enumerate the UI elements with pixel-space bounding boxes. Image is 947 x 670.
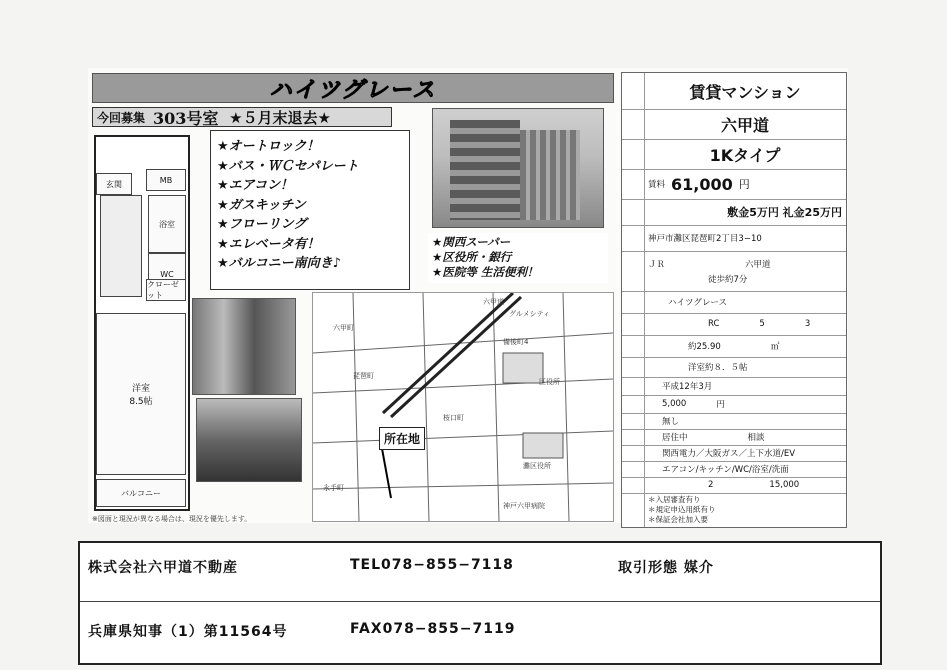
mgmt-fee-unit: 円 — [716, 400, 725, 410]
row-occupancy-label — [622, 429, 645, 445]
map-label: 琵琶町 — [353, 372, 374, 380]
building-name: ハイツグレース — [668, 298, 727, 308]
row-utilities — [622, 445, 846, 462]
utilities: 関西電力／大阪ガス／上下水道/EV — [662, 449, 796, 459]
hallway-photo — [192, 298, 296, 395]
feature-item: ★バス・ＷＣセパレート — [217, 158, 359, 174]
row-address — [622, 225, 846, 252]
area-name: 六甲道 — [720, 115, 769, 135]
row-built — [622, 377, 846, 396]
row-type — [622, 73, 846, 110]
row-room-detail-label — [622, 357, 645, 377]
fp-kitchen — [100, 195, 142, 297]
floor-plan — [94, 135, 190, 511]
row-rent-label — [622, 169, 645, 199]
row-contract-label — [622, 477, 645, 493]
row-structure-label — [622, 313, 645, 335]
rent-unit: 円 — [738, 178, 750, 191]
features-box — [210, 130, 410, 290]
train-line: ＪＲ — [648, 259, 666, 270]
map-label: 桜口町 — [443, 414, 464, 422]
property-type: 賃貸マンション — [689, 82, 801, 102]
parking: 無し — [662, 417, 680, 427]
map-roads — [313, 293, 613, 521]
structure: RC — [708, 319, 720, 329]
walk-time: 徒歩約7分 — [708, 274, 748, 285]
tel-number: TEL078−855−7118 — [350, 557, 514, 573]
row-layout-label — [622, 139, 645, 169]
row-parking — [622, 413, 846, 430]
row-mgmt-label — [622, 395, 645, 413]
layout-type: 1Kタイプ — [709, 145, 781, 165]
occupancy-status: 居住中 — [662, 433, 688, 443]
rent-label: 賃料 — [648, 180, 666, 190]
building-photo-side — [520, 130, 580, 220]
contract-years: 2 — [708, 480, 714, 490]
station-name: 六甲道 — [745, 259, 771, 270]
feature-item: ★ガスキッチン — [217, 197, 306, 213]
row-building-name — [622, 291, 846, 314]
remark-item: ＊保証会社加入要 — [648, 515, 708, 524]
license-number: 兵庫県知事（1）第11564号 — [88, 624, 288, 640]
agency-footer — [78, 541, 882, 665]
row-access-label — [622, 251, 645, 291]
map-label: 六甲道 — [483, 298, 504, 306]
structure-info — [648, 313, 842, 335]
access-info — [648, 251, 842, 291]
footer-divider — [80, 601, 880, 602]
fp-western-room — [96, 313, 186, 475]
line-station — [648, 258, 842, 270]
fp-balcony: バルコニー — [96, 479, 186, 507]
occupancy-group — [648, 429, 842, 445]
feature-item: ★オートロック！ — [217, 139, 320, 154]
map-label: 神戸六甲病院 — [503, 502, 545, 510]
title-band — [92, 73, 614, 103]
row-structure — [622, 313, 846, 336]
fax-number: FAX078−855−7119 — [350, 621, 516, 637]
deposit-key-money: 敷金5万円 礼金25万円 — [727, 206, 842, 219]
row-rent — [622, 169, 846, 200]
remark-item: ＊規定申込用紙有り — [648, 505, 716, 514]
kitchen-photo — [196, 398, 302, 482]
row-parking-label — [622, 413, 645, 429]
row-address-label — [622, 225, 645, 251]
company-name: 株式会社六甲道不動産 — [88, 560, 238, 576]
room-info-bar — [92, 107, 392, 127]
room-detail: 洋室約８．５帖 — [688, 363, 748, 373]
row-built-label — [622, 377, 645, 395]
fp-entrance: 玄関 — [96, 173, 132, 195]
row-remarks-label — [622, 493, 645, 527]
map-location-marker: 所在地 — [379, 427, 425, 450]
area-info — [648, 335, 842, 357]
info-panel — [621, 72, 847, 528]
room-number: 303号室 — [153, 108, 219, 128]
rent-value-group — [648, 169, 842, 199]
map-label: 備後町4 — [503, 338, 529, 346]
feature-item: ★フローリング — [217, 217, 307, 232]
address: 神戸市灘区琵琶町2丁目3−10 — [648, 234, 762, 244]
contract-group — [648, 477, 842, 493]
row-remarks — [622, 493, 846, 527]
row-layout — [622, 139, 846, 170]
floors: 5 — [759, 319, 765, 329]
row-area-label — [622, 335, 645, 357]
row-utilities-label — [622, 445, 645, 461]
mgmt-fee-group — [648, 395, 842, 413]
move-out-note: ★５月末退去★ — [229, 108, 331, 127]
renewal-fee: 15,000 — [769, 480, 800, 490]
map-label: 六甲町 — [333, 324, 354, 332]
feature-item: ★エアコン！ — [217, 178, 294, 193]
row-equipment-label — [622, 461, 645, 477]
row-deposit-label — [622, 199, 645, 225]
nearby-item: ★関西スーパー — [432, 235, 511, 249]
fp-wc: WC — [148, 253, 186, 295]
nearby-item: ★医院等 生活便利！ — [432, 265, 539, 279]
remarks — [648, 493, 842, 527]
row-equipment — [622, 461, 846, 478]
row-room-detail — [622, 357, 846, 378]
rent-value: 61,000 — [671, 174, 733, 194]
row-area-name — [622, 109, 846, 140]
transaction-type: 取引形態 媒介 — [618, 560, 714, 576]
row-deposit — [622, 199, 846, 226]
recruit-label: 今回募集 — [97, 110, 146, 125]
feature-item: ★エレベータ有！ — [217, 236, 320, 252]
equipment: エアコン/キッチン/WC/浴室/洗面 — [662, 465, 789, 475]
fp-mb: MB — [146, 169, 186, 191]
move-in-date: 相談 — [747, 433, 765, 443]
row-area-name-label — [622, 109, 645, 139]
row-type-label — [622, 73, 645, 109]
row-occupancy — [622, 429, 846, 446]
row-access — [622, 251, 846, 292]
floor-area-unit: ㎡ — [770, 342, 780, 352]
row-contract — [622, 477, 846, 494]
remark-item: ＊入居審査有り — [648, 495, 701, 504]
fp-western-size: 8.5帖 — [129, 397, 153, 407]
nearby-box — [428, 233, 608, 283]
row-building-name-label — [622, 291, 645, 313]
nearby-item: ★区役所・銀行 — [432, 250, 512, 264]
fp-western-label: 洋室 — [131, 384, 150, 394]
map-label: 永手町 — [323, 484, 344, 492]
built-date: 平成12年3月 — [662, 382, 713, 392]
fp-closet: クローゼット — [146, 279, 186, 301]
map-label: 区役所 — [539, 378, 560, 386]
fp-bath: 浴室 — [148, 195, 186, 253]
feature-item: ★バルコニー南向き♪ — [217, 256, 341, 271]
mgmt-fee: 5,000 — [662, 399, 687, 409]
floor-area: 約25.90 — [688, 342, 721, 352]
building-photo-facade — [450, 120, 520, 220]
location-map — [312, 292, 614, 522]
map-label: 灘区役所 — [523, 462, 551, 470]
row-mgmt — [622, 395, 846, 414]
floor: 3 — [804, 319, 811, 329]
row-area — [622, 335, 846, 358]
map-label: グルメシティ — [509, 310, 551, 318]
property-title: ハイツグレース — [269, 77, 437, 103]
disclaimer-note: ※図面と現況が異なる場合は、現況を優先します。 — [92, 515, 252, 523]
